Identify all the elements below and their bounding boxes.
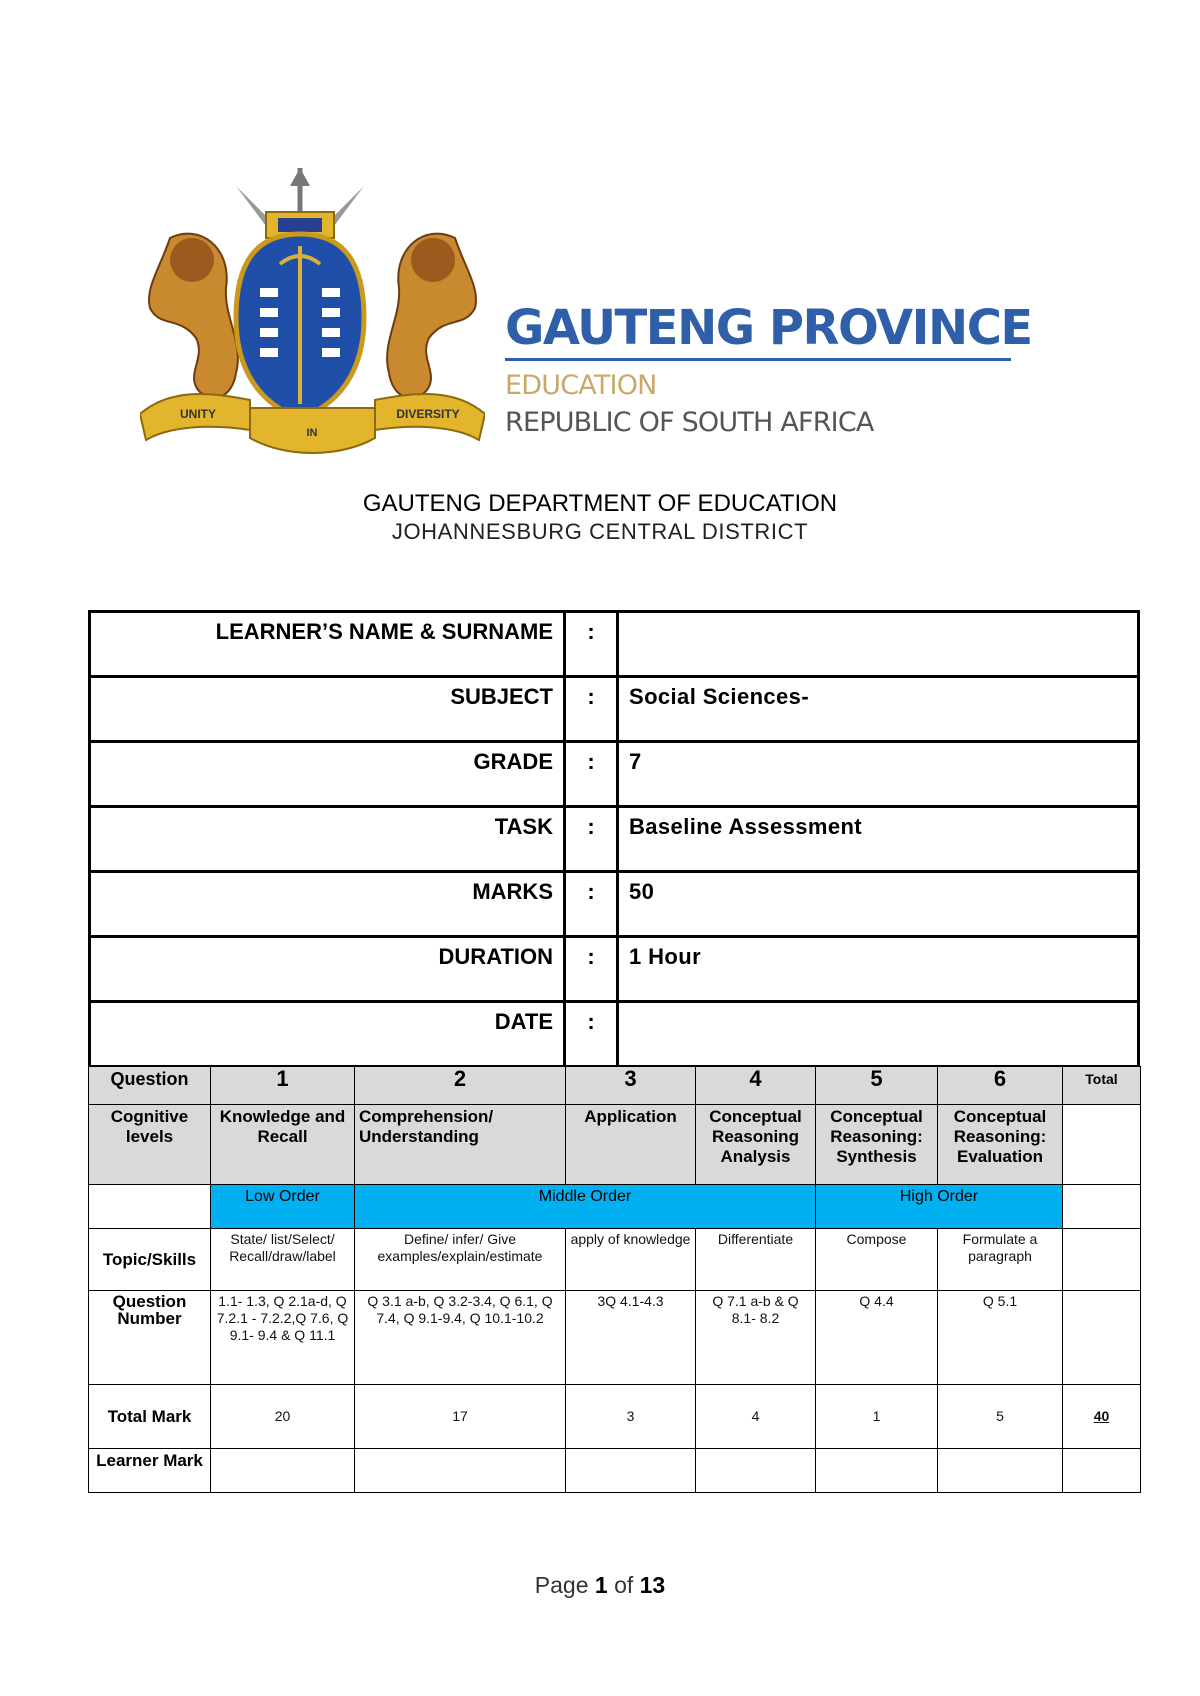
info-label: MARKS [90,872,565,937]
page-prefix: Page [534,1572,589,1598]
question-number: 6 [938,1067,1063,1105]
total-mark: 5 [938,1385,1063,1449]
department-title: GAUTENG DEPARTMENT OF EDUCATION [362,490,838,517]
topic-skills-row [89,1229,1141,1291]
learner-mark-cell[interactable] [211,1449,355,1493]
motto-in: IN [306,427,318,439]
question-ref: Q 3.1 a-b, Q 3.2-3.4, Q 6.1, Q 7.4, Q 9.1-9.4, Q 10.1-10.2 [355,1291,566,1385]
page-footer [0,1572,1200,1599]
question-ref: 3Q 4.1-4.3 [566,1291,696,1385]
info-separator: : [565,677,618,742]
brand-block [505,300,1032,438]
info-separator: : [565,612,618,677]
topic-skill: State/ list/Select/ Recall/draw/label [211,1229,355,1291]
info-separator: : [565,742,618,807]
info-row-marks [90,872,1139,937]
cognitive-level: Conceptual Reasoning: Synthesis [816,1105,938,1185]
info-separator: : [565,1002,618,1067]
info-row-duration [90,937,1139,1002]
order-low: Low Order [211,1185,355,1229]
grand-total: 40 [1063,1385,1141,1449]
order-row [89,1185,1141,1229]
question-ref: Q 7.1 a-b & Q 8.1- 8.2 [696,1291,816,1385]
total-mark: 1 [816,1385,938,1449]
info-value-subject: Social Sciences- [618,677,1139,742]
topic-skill: Differentiate [696,1229,816,1291]
info-separator: : [565,872,618,937]
brand-subtitle-country: REPUBLIC OF SOUTH AFRICA [505,407,874,438]
question-number: 1 [211,1067,355,1105]
learner-mark-total[interactable] [1063,1449,1141,1493]
empty-cell [1063,1185,1141,1229]
total-mark: 4 [696,1385,816,1449]
info-row-name [90,612,1139,677]
brand-subtitle-education: EDUCATION [505,370,657,401]
learner-mark-cell[interactable] [938,1449,1063,1493]
info-label: TASK [90,807,565,872]
question-row [89,1067,1141,1105]
info-value-grade: 7 [618,742,1139,807]
cognitive-levels-table [88,1066,1141,1493]
cognitive-levels-row [89,1105,1141,1185]
info-label: GRADE [90,742,565,807]
total-mark: 17 [355,1385,566,1449]
department-heading [0,490,1200,546]
district-name: JOHANNESBURG CENTRAL DISTRICT [391,519,809,544]
brand-title: GAUTENG PROVINCE [505,300,1032,356]
info-row-task [90,807,1139,872]
motto-unity: UNITY [180,407,216,421]
info-label: DURATION [90,937,565,1002]
empty-cell [1063,1291,1141,1385]
info-value-duration: 1 Hour [618,937,1139,1002]
question-number-row [89,1291,1141,1385]
topic-skill: Formulate a paragraph [938,1229,1063,1291]
question-ref: Q 4.4 [816,1291,938,1385]
info-row-grade [90,742,1139,807]
info-label: SUBJECT [90,677,565,742]
learner-mark-row [89,1449,1141,1493]
topic-skill: apply of knowledge [566,1229,696,1291]
question-number: 5 [816,1067,938,1105]
topic-skills-label: Topic/Skills [89,1229,211,1291]
cognitive-level: Comprehension/ Understanding [355,1105,566,1185]
info-value-name[interactable] [618,612,1139,677]
page-total: 13 [639,1572,666,1598]
cognitive-level: Conceptual Reasoning: Evaluation [938,1105,1063,1185]
question-ref: 1.1- 1.3, Q 2.1a-d, Q 7.2.1 - 7.2.2,Q 7.6, Q 9.1- 9.4 & Q 11.1 [211,1291,355,1385]
empty-cell [89,1185,211,1229]
order-middle: Middle Order [355,1185,816,1229]
coat-of-arms-logo [140,168,485,460]
cognitive-level: Knowledge and Recall [211,1105,355,1185]
order-high: High Order [816,1185,1063,1229]
question-number: 2 [355,1067,566,1105]
learner-mark-cell[interactable] [355,1449,566,1493]
info-label: LEARNER’S NAME & SURNAME [90,612,565,677]
question-ref: Q 5.1 [938,1291,1063,1385]
info-value-marks: 50 [618,872,1139,937]
info-value-date[interactable] [618,1002,1139,1067]
info-value-task: Baseline Assessment [618,807,1139,872]
learner-mark-cell[interactable] [816,1449,938,1493]
learner-info-table [88,610,1140,1068]
cognitive-level: Conceptual Reasoning Analysis [696,1105,816,1185]
info-separator: : [565,937,618,1002]
page-of: of [614,1572,634,1598]
question-number: 3 [566,1067,696,1105]
brand-divider [505,358,1011,361]
total-mark: 20 [211,1385,355,1449]
cognitive-levels-label: Cognitive levels [89,1105,211,1185]
page-number: 1 [594,1572,608,1598]
learner-mark-cell[interactable] [696,1449,816,1493]
empty-cell [1063,1105,1141,1185]
topic-skill: Define/ infer/ Give examples/explain/estimate [355,1229,566,1291]
total-mark-label: Total Mark [89,1385,211,1449]
question-number-label: Question Number [89,1291,211,1385]
empty-cell [1063,1229,1141,1291]
learner-mark-label: Learner Mark [89,1449,211,1493]
learner-mark-cell[interactable] [566,1449,696,1493]
question-number: 4 [696,1067,816,1105]
info-label: DATE [90,1002,565,1067]
motto-diversity: DIVERSITY [396,407,460,421]
topic-skill: Compose [816,1229,938,1291]
total-label: Total [1063,1067,1141,1105]
info-separator: : [565,807,618,872]
total-mark-row [89,1385,1141,1449]
total-mark: 3 [566,1385,696,1449]
info-row-date [90,1002,1139,1067]
info-row-subject [90,677,1139,742]
question-label: Question [89,1067,211,1105]
cognitive-level: Application [566,1105,696,1185]
